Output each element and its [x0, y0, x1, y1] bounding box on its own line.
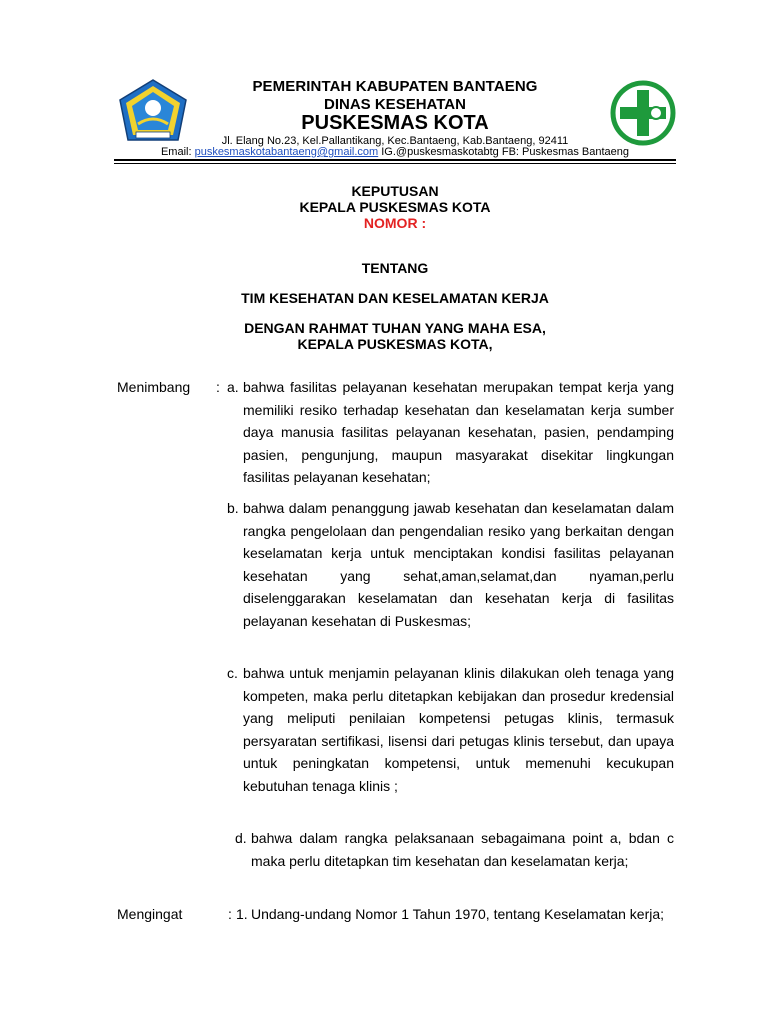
menimbang-label: Menimbang: [117, 379, 191, 395]
email-link[interactable]: puskesmaskotabantaeng@gmail.com: [194, 146, 379, 158]
about-heading: TENTANG: [361, 260, 429, 276]
social-handles: IG.@puskesmaskotabtg FB: Puskesmas Bantaeng: [378, 146, 630, 158]
menimbang-mark-d: d.: [235, 830, 247, 846]
official-line: KEPALA PUSKESMAS KOTA,: [297, 336, 493, 352]
menimbang-item-b: bahwa dalam penanggung jawab kesehatan dan keselamatan dalam rangka pengelolaan dan pengendalian resiko yang berkaitan dengan keselamatan kerja untuk menciptakan kondisi fasilitas pelayanan kesehatan yang sehat,aman,selamat,dan nyaman,perlu diselenggarakan keselamatan dan kesehatan kerja di fasilitas pelayanan kesehatan di Puskesmas;: [243, 500, 674, 629]
menimbang-mark-c: c.: [227, 665, 238, 681]
number-heading: NOMOR :: [363, 215, 427, 231]
menimbang-item-a: bahwa fasilitas pelayanan kesehatan merupakan tempat kerja yang memiliki resiko terhadap kesehatan dan keselamatan kerja sumber daya manusia fasilitas pelayanan kesehatan, pasien, pendamping pasien, pengunjung, maupun masyarakat disekitar lingkungan fasilitas pelayanan kesehatan;: [243, 379, 674, 486]
letterhead-puskesmas: PUSKESMAS KOTA: [301, 112, 489, 134]
letterhead-contact: [140, 146, 650, 158]
mengingat-label: Mengingat: [117, 906, 183, 922]
mengingat-colon: :: [228, 906, 232, 922]
decision-heading: KEPUTUSAN: [351, 183, 439, 199]
email-label: Email:: [160, 146, 195, 158]
menimbang-mark-b: b.: [227, 500, 239, 516]
menimbang-colon: :: [216, 379, 220, 395]
mengingat-mark-1: 1.: [236, 906, 248, 922]
letterhead-rule-thick: [114, 159, 676, 161]
letterhead-address: Jl. Elang No.23, Kel.Pallantikang, Kec.Bantaeng, Kab.Bantaeng, 92411: [221, 135, 569, 147]
mengingat-item-1: Undang-undang Nomor 1 Tahun 1970, tentang Keselamatan kerja;: [251, 906, 665, 922]
menimbang-item-c: bahwa untuk menjamin pelayanan klinis dilakukan oleh tenaga yang kompeten, maka perlu ditetapkan kebijakan dan prosedur kredensial yang meliputi penilaian kompetensi petugas klinis, termasuk persyaratan sertifikasi, lisensi dari petugas klinis tersebut, dan upaya untuk peningkatan kompetensi, untuk memenuhi kecukupan kebutuhan tenaga klinis ;: [243, 665, 674, 794]
subject-heading: TIM KESEHATAN DAN KESELAMATAN KERJA: [241, 290, 549, 306]
letterhead-department: DINAS KESEHATAN: [324, 96, 466, 113]
menimbang-mark-a: a.: [227, 379, 239, 395]
blessing-line: DENGAN RAHMAT TUHAN YANG MAHA ESA,: [244, 320, 546, 336]
issuer-heading: KEPALA PUSKESMAS KOTA: [299, 199, 491, 215]
letterhead-government: PEMERINTAH KABUPATEN BANTAENG: [252, 78, 538, 95]
letterhead-rule-thin: [114, 163, 676, 164]
menimbang-item-d: bahwa dalam rangka pelaksanaan sebagaimana point a, bdan c maka perlu ditetapkan tim kesehatan dan keselamatan kerja;: [251, 830, 674, 869]
